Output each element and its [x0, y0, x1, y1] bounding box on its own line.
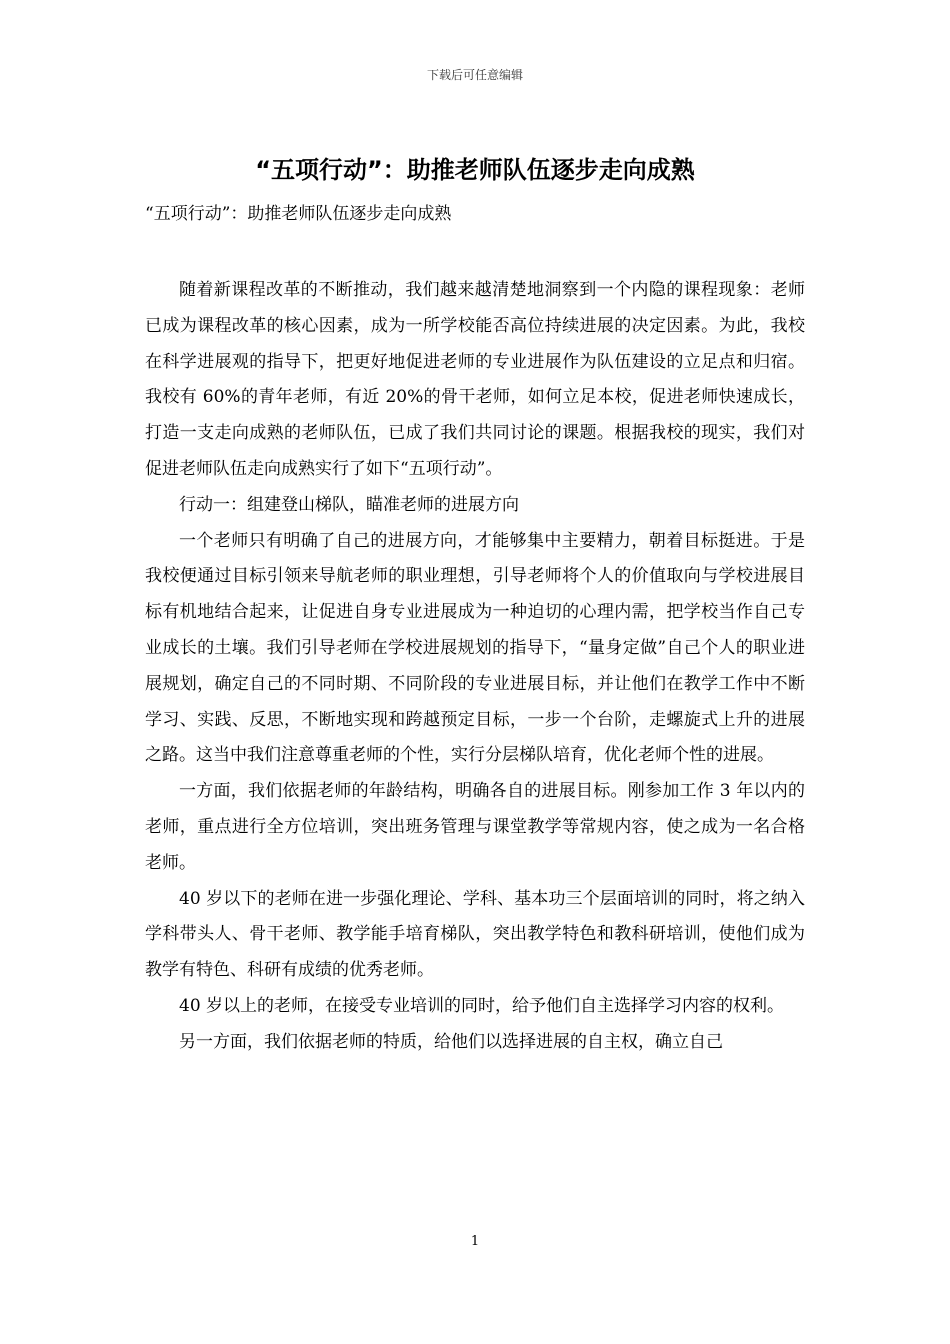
paragraph-intro: 随着新课程改革的不断推动，我们越来越清楚地洞察到一个内隐的课程现象：老师已成为课程改革的核心因素，成为一所学校能否高位持续进展的决定因素。为此，我校在科学进展观的指导下，把更好地促进老师的专业进展作为队伍建设的立足点和归宿。我校有 60%的青年老师，有近 20%的骨干老师，如何立足本校，促进老师快速成长，打造一支走向成熟的老师队伍，已成了我们共同讨论的课题。根据我校的现实，我们对促进老师队伍走向成熟实行了如下“五项行动”。 [145, 280, 805, 479]
document-title: “五项行动”：助推老师队伍逐步走向成熟 [255, 156, 695, 184]
document-body [145, 273, 805, 1061]
paragraph-under-40: 40 岁以下的老师在进一步强化理论、学科、基本功三个层面培训的同时，将之纳入学科带头人、骨干老师、教学能手培育梯队，突出教学特色和教科研培训，使他们成为教学有特色、科研有成绩的优秀老师。 [145, 888, 805, 981]
paragraph-direction: 一个老师只有明确了自己的进展方向，才能够集中主要精力，朝着目标挺进。于是我校便通过目标引领来导航老师的职业理想，引导老师将个人的价值取向与学校进展目标有机地结合起来，让促进自身专业进展成为一种迫切的心理内需，把学校当作自己专业成长的土壤。我们引导老师在学校进展规划的指导下，“量身定做”自己个人的职业进展规划，确定自己的不同时期、不同阶段的专业进展目标，并让他们在教学工作中不断学习、实践、反思，不断地实现和跨越预定目标，一步一个台阶，走螺旋式上升的进展之路。这当中我们注意尊重老师的个性，实行分层梯队培育，优化老师个性的进展。 [145, 530, 805, 766]
page-header-note: 下载后可任意编辑 [426, 68, 523, 82]
paragraph-action-one-heading: 行动一：组建登山梯队，瞄准老师的进展方向 [179, 494, 519, 515]
paragraph-over-40: 40 岁以上的老师，在接受专业培训的同时，给予他们自主选择学习内容的权利。 [179, 995, 785, 1016]
paragraph-other-aspect: 另一方面，我们依据老师的特质，给他们以选择进展的自主权，确立自己 [179, 1031, 723, 1052]
document-subtitle: “五项行动”：助推老师队伍逐步走向成熟 [145, 204, 452, 224]
page-number: 1 [470, 1234, 480, 1249]
paragraph-age-structure: 一方面，我们依据老师的年龄结构，明确各自的进展目标。刚参加工作 3 年以内的老师，重点进行全方位培训，突出班务管理与课堂教学等常规内容，使之成为一名合格老师。 [145, 781, 805, 873]
